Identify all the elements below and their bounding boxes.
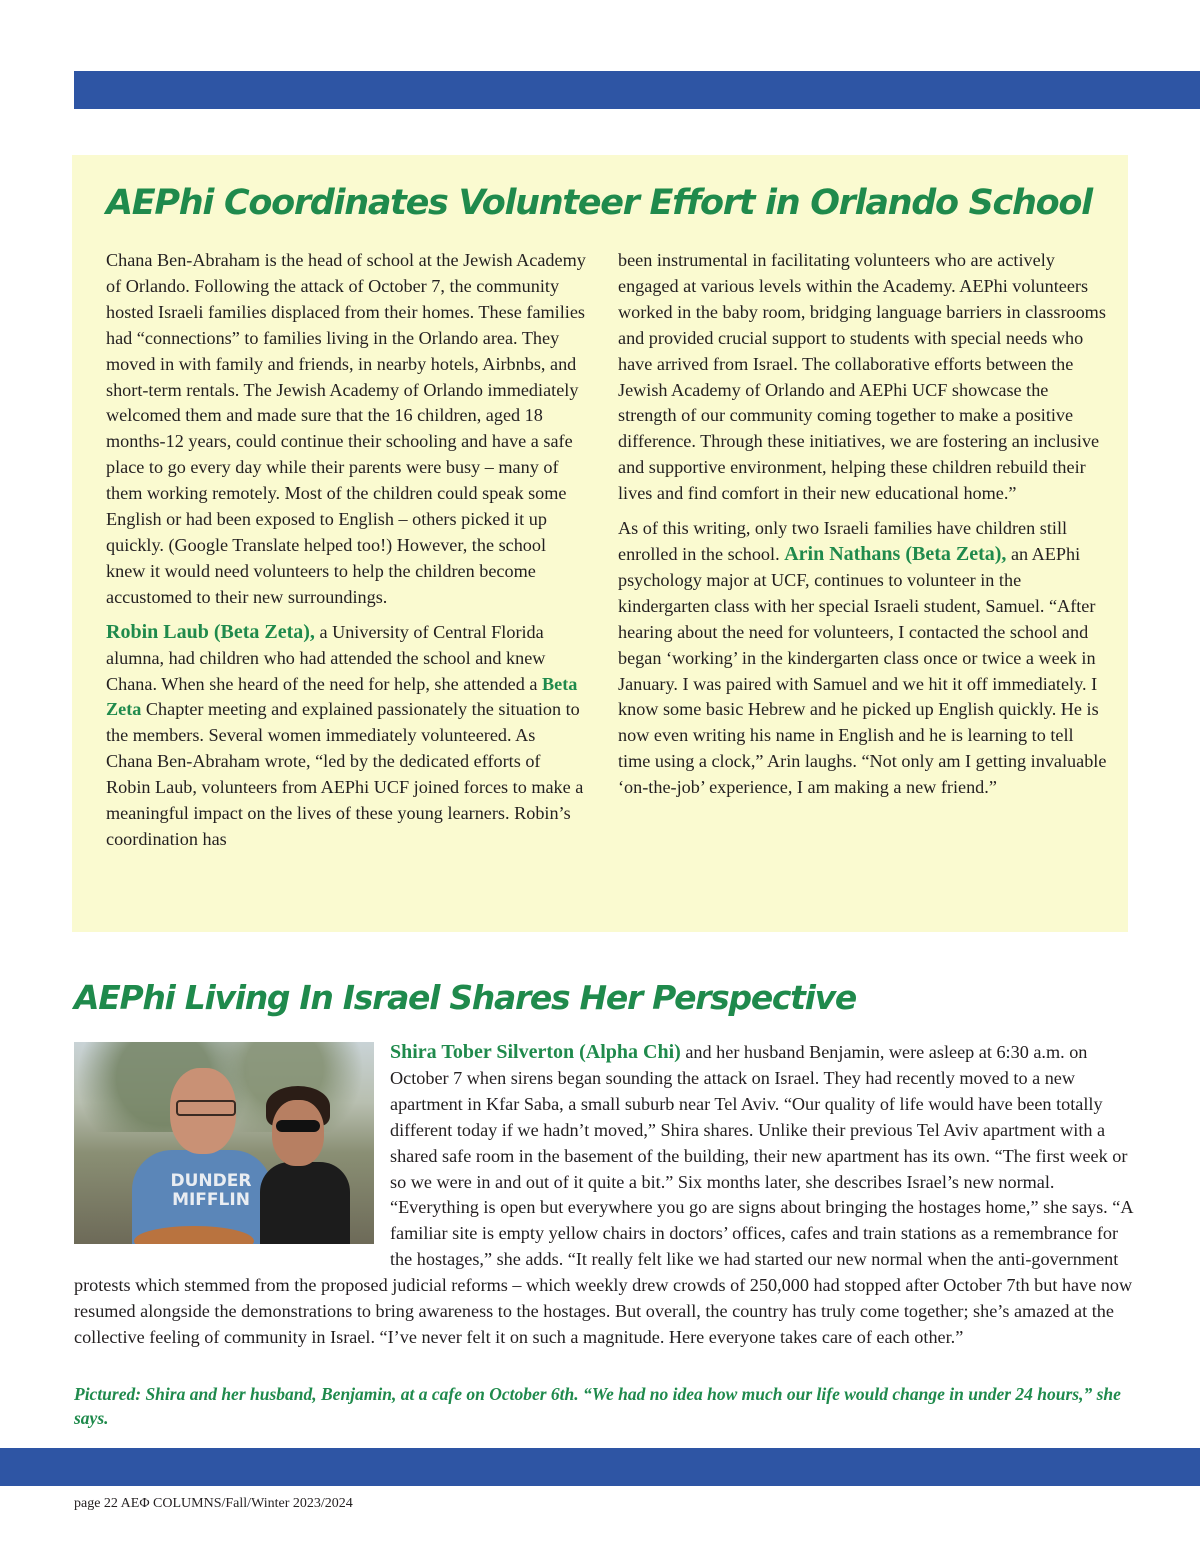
article1-column-left (106, 248, 586, 862)
photo-shirt-text: DUNDER MIFFLIN (170, 1171, 252, 1210)
chapter-beta-zeta: Beta Zeta (106, 673, 578, 720)
article1-paragraph-1: Chana Ben-Abraham is the head of school at the Jewish Academy of Orlando. Following the attack of October 7, the community hosted Israeli families displaced from their homes. These families had “connections” to families living in the Orlando area. They moved in with family and friends, in nearby hotels, Airbnbs, and short-term rentals. The Jewish Academy of Orlando immediately welcomed them and made sure that the 16 children, aged 18 months-12 years, could continue their schooling and have a safe place to go every day while their parents were busy – many of them working remotely. Most of the children could speak some English or had been exposed to English – others picked it up quickly. (Google Translate helped too!) However, the school knew it would need volunteers to help the children become accustomed to their new surroundings. (106, 250, 586, 607)
name-arin-nathans: Arin Nathans (Beta Zeta), (784, 542, 1007, 565)
article1-paragraph-4-text-a: As of this writing, only two Israeli families have children still enrolled in the school. (618, 518, 1068, 564)
photo-caption: Pictured: Shira and her husband, Benjamin, at a cafe on October 6th. “We had no idea how much our life would change in under 24 hours,” she says. (74, 1384, 1121, 1428)
article-volunteer-orlando (72, 155, 1128, 932)
photo-woman-sunglasses (276, 1120, 320, 1132)
bottom-banner-bar (0, 1448, 1200, 1486)
name-shira-tober-silverton: Shira Tober Silverton (Alpha Chi) (390, 1041, 681, 1063)
article1-paragraph-2-text-a: a University of Central Florida alumna, had children who had attended the school and knew Chana. When she heard of the need for help, she attended a (106, 621, 546, 694)
article1-paragraph-4 (618, 516, 1108, 801)
photo-man-glasses (176, 1100, 236, 1116)
photo-woman-top (260, 1162, 350, 1244)
photo-woman-head (272, 1100, 324, 1166)
top-banner-bar (74, 71, 1200, 109)
article1-paragraph-3: been instrumental in facilitating volunteers who are actively engaged at various levels within the Academy. AEPhi volunteers worked in the baby room, bridging language barriers in classrooms and provided crucial support to students with special needs who have arrived from Israel. The collaborative efforts between the Jewish Academy of Orlando and AEPhi UCF showcase the strength of our community coming together to make a positive difference. Through these initiatives, we are fostering an inclusive and supportive environment, helping these children rebuild their lives and find comfort in their new educational home.” (618, 250, 1106, 504)
article1-title: AEPhi Coordinates Volunteer Effort in Orlando School (106, 183, 1092, 223)
article1-paragraph-4-text-b: an AEPhi psychology major at UCF, continues to volunteer in the kindergarten class with her special Israeli student, Samuel. “After hearing about the need for volunteers, I contacted the school and began ‘working’ in the kindergarten class once or twice a week in January. I was paired with Samuel and we hit it off immediately. I know some basic Hebrew and he picked up English quickly. He is now even writing his name in English and he is learning to tell time using a clock,” Arin laughs. “Not only am I getting invaluable ‘on-the-job’ experience, I am making a new friend.” (618, 543, 1107, 798)
article2-title: AEPhi Living In Israel Shares Her Perspective (74, 978, 856, 1017)
article2-body (74, 1040, 1134, 1351)
article1-paragraph-2 (106, 620, 586, 853)
article2-text: and her husband Benjamin, were asleep at 6:30 a.m. on October 7 when sirens began sounding the attack on Israel. They had recently moved to a new apartment in Kfar Saba, a small suburb near Tel Aviv. “Our quality of life would have been totally different today if we hadn’t moved,” Shira shares. Unlike their previous Tel Aviv apartment with a shared safe room in the basement of the building, their new apartment has its own. “The first week or so we were in and out of it quite a bit.” Six months later, she describes Israel’s new normal. “Everything is open but everywhere you go are signs about bringing the hostages home,” she says. “A familiar site is empty yellow chairs in doctors’ offices, cafes and train stations as a remembrance for the hostages,” she adds. “It really felt like we had started our new normal when the anti-government protests which stemmed from the proposed judicial reforms – which weekly drew crowds of 250,000 had stopped after October 7th but have now resumed alongside the demonstrations to bring awareness to the hostages. But overall, the country has truly come together; she’s amazed at the collective feeling of community in Israel. “I’ve never felt it on such a magnitude. Here everyone takes care of each other.” (74, 1042, 1133, 1347)
page-footer: page 22 AEΦ COLUMNS/Fall/Winter 2023/2024 (74, 1496, 353, 1511)
article1-column-right (618, 248, 1108, 810)
article1-paragraph-2-text-b: Chapter meeting and explained passionately the situation to the members. Several women immediately volunteered. As Chana Ben-Abraham wrote, “led by the dedicated efforts of Robin Laub, volunteers from AEPhi UCF joined forces to make a meaningful impact on the lives of these young learners. Robin’s coordination has (106, 699, 584, 849)
photo-shira-and-benjamin (74, 1042, 374, 1244)
name-robin-laub: Robin Laub (Beta Zeta), (106, 620, 315, 643)
